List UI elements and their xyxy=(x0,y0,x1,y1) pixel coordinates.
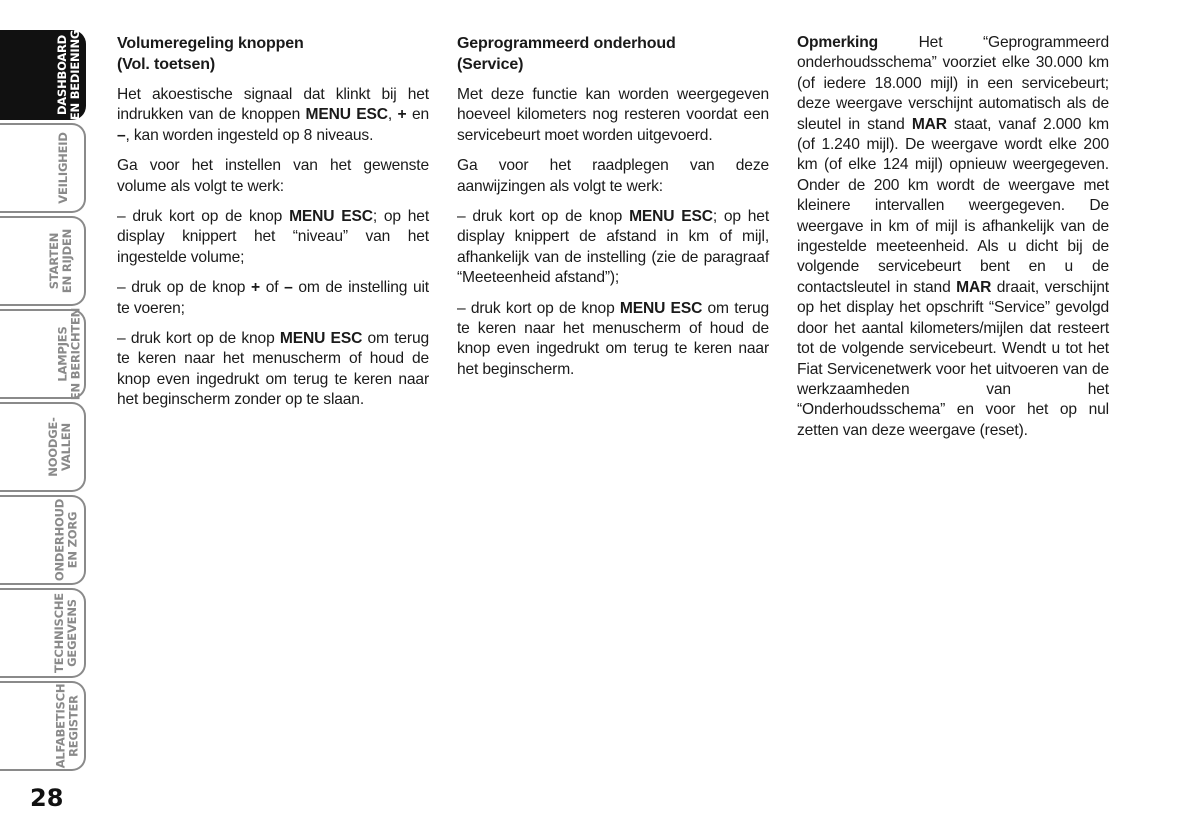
bold-term: Opmerking xyxy=(797,34,878,51)
paragraph xyxy=(457,156,769,197)
chapter-tab[interactable] xyxy=(0,588,86,678)
text-run: ; op het display knippert het “niveau” van het ingestelde volume; xyxy=(117,208,429,266)
section-heading: Geprogrammeerd onderhoud (Service) xyxy=(457,35,676,73)
chapter-tab[interactable] xyxy=(0,216,86,306)
text-run: , kan worden ingesteld op 8 niveaus. xyxy=(125,126,374,144)
bold-term: MENU ESC xyxy=(279,330,363,348)
bold-term: MENU ESC xyxy=(629,208,713,226)
text-run: of xyxy=(260,279,285,297)
text-run: Het akoestische signaal dat klinkt bij het indrukken van de knoppen xyxy=(117,86,429,124)
column-note xyxy=(797,33,1109,451)
chapter-tab-label: STARTEN EN RIJDEN xyxy=(47,228,75,294)
text-run: om terug te keren naar het menuscherm of houd de knop even ingedrukt om terug te keren naar het beginscherm. xyxy=(457,299,769,378)
bold-term: MENU ESC xyxy=(289,208,373,226)
chapter-tab-label: ALFABETISCH REGISTER xyxy=(53,683,81,769)
paragraph xyxy=(797,33,1109,441)
paragraph xyxy=(117,85,429,146)
text-run: om de instelling uit te voeren; xyxy=(117,279,429,317)
chapter-tab-label: NOODGE- VALLEN xyxy=(45,417,73,477)
text-run: ; op het display knippert de afstand in km of mijl, afhankelijk van de instelling (zie de paragraaf “Meeteenheid afstand”); xyxy=(457,208,769,287)
chapter-tab-label: TECHNISCHE GEGEVENS xyxy=(51,593,79,673)
column-service xyxy=(457,33,769,390)
text-run: Met deze functie kan worden weergegeven hoeveel kilometers nog resteren voordat een servicebeurt moet worden uitgevoerd. xyxy=(457,86,769,144)
chapter-tab-label: DASHBOARD EN BEDIENING xyxy=(55,29,83,121)
chapter-tab-label: LAMPJES EN BERICHTEN xyxy=(55,307,83,401)
text-run: – druk kort op de knop xyxy=(117,330,280,348)
bold-term: MAR xyxy=(956,278,992,296)
section-heading: Volumeregeling knoppen (Vol. toetsen) xyxy=(117,35,304,73)
chapter-tab[interactable] xyxy=(0,309,86,399)
paragraph xyxy=(457,299,769,381)
bold-term: – xyxy=(117,126,126,144)
bold-term: + xyxy=(397,106,407,124)
chapter-tab[interactable] xyxy=(0,681,86,771)
bold-term: – xyxy=(284,279,293,297)
paragraph xyxy=(117,278,429,319)
paragraph xyxy=(117,156,429,197)
bold-term: MAR xyxy=(911,115,947,133)
chapter-tab[interactable] xyxy=(0,123,86,213)
text-run: – druk kort op de knop xyxy=(457,299,620,317)
chapter-tab-label: VEILIGHEID xyxy=(55,132,70,204)
text-run: , xyxy=(387,106,398,124)
text-run: – druk kort op de knop xyxy=(117,208,290,226)
paragraph xyxy=(117,329,429,411)
text-run: draait, verschijnt op het display het opschrift “Service” gevolgd door het aantal kilometers/mijlen dat resteert tot de volgende servicebeurt. Wendt u tot het Fiat Servicenetwerk voor het uitvoeren van de werkzaamheden van het “Onderhoudsschema” en voor het op nul zetten van deze weergave (reset). xyxy=(797,278,1109,439)
column-volume xyxy=(117,33,429,421)
text-run: Ga voor het raadplegen van deze aanwijzingen als volgt te werk: xyxy=(457,157,769,195)
text-run: Ga voor het instellen van het gewenste volume als volgt te werk: xyxy=(117,157,429,195)
bold-term: + xyxy=(251,279,260,297)
page-number: 28 xyxy=(30,784,64,812)
chapter-tab[interactable] xyxy=(0,495,86,585)
paragraph xyxy=(457,85,769,146)
text-run: Het “Geprogrammeerd onderhoudsschema” voorziet elke 30.000 km (of iedere 18.000 mijl) in een servicebeurt; deze weergave verschijnt automatisch als de sleutel in stand xyxy=(797,34,1109,133)
bold-term: MENU ESC xyxy=(305,106,388,124)
text-run: en xyxy=(406,106,429,124)
text-run: – druk op de knop xyxy=(117,279,252,297)
text-run: om terug te keren naar het menuscherm of houd de knop even ingedrukt om terug te keren naar het beginscherm zonder op te slaan. xyxy=(117,330,429,409)
text-run: staat, vanaf 2.000 km (of 1.240 mijl). De weergave wordt elke 200 km (of elke 124 mijl) opnieuw weergegeven. Onder de 200 km wordt de weergave met kleinere intervallen weergegeven. De weergave in km of mijl is afhankelijk van de ingestelde meeteenheid. Als u dicht bij de volgende servicebeurt bent en u de contactsleutel in stand xyxy=(797,115,1109,296)
text-run: – druk kort op de knop xyxy=(457,208,630,226)
chapter-tab[interactable] xyxy=(0,402,86,492)
chapter-tab-label: ONDERHOUD EN ZORG xyxy=(52,498,80,582)
bold-term: MENU ESC xyxy=(619,299,703,317)
chapter-tab[interactable] xyxy=(0,30,86,120)
chapter-tabs xyxy=(0,30,86,774)
paragraph xyxy=(117,207,429,268)
paragraph xyxy=(457,207,769,289)
